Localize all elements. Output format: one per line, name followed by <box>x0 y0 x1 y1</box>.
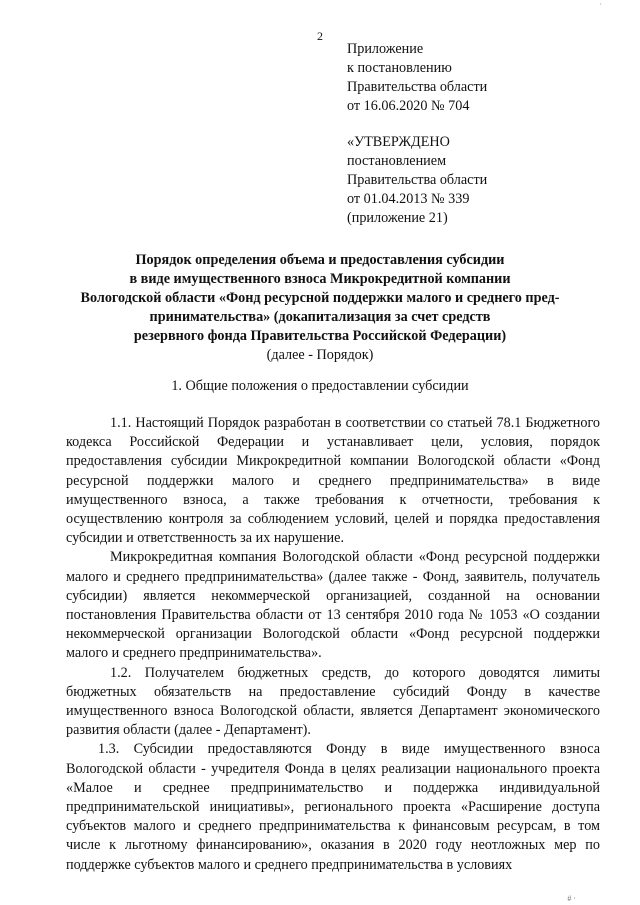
appendix-line: Приложение <box>347 41 424 57</box>
spacer <box>347 116 487 133</box>
paragraph: Микрокредитная компания Вологодской области «Фонд ресурсной поддержки малого и среднего предпринимательства» (далее также - Фонд, заявитель, получатель субсидии) является некоммерческой организацией, созданной на основании постановления Правительства области от 13 сентября 2010 года № 1053 «О создании некоммерческой организации Вологодской области «Фонд ресурсной поддержки малого и среднего предпринимательства». <box>66 549 600 662</box>
approved-line: от 01.04.2013 № 339 <box>347 191 470 207</box>
title-line: Вологодской области «Фонд ресурсной поддержки малого и среднего пред- <box>80 290 560 306</box>
title-line: резервного фонда Правительства Российской Федерации) <box>133 328 507 344</box>
title-line: в виде имущественного взноса Микрокредитной компании <box>129 271 511 287</box>
title-line: Порядок определения объема и предоставления субсидии <box>135 252 505 268</box>
approved-line: (приложение 21) <box>347 210 448 226</box>
paragraph: 1.2. Получателем бюджетных средств, до которого доводятся лимиты бюджетных обязательств на предоставление субсидий Фонду в качестве имущественного взноса Вологодской области, является Департамент экономического развития области (далее - Департамент). <box>66 664 600 739</box>
section-heading: 1. Общие положения о предоставлении субсидии <box>171 378 469 394</box>
document-title <box>20 251 620 365</box>
page-number: 2 <box>317 29 323 43</box>
appendix-line: от 16.06.2020 № 704 <box>347 98 470 114</box>
paragraph: 1.1. Настоящий Порядок разработан в соответствии со статьей 78.1 Бюджетного кодекса Российской Федерации и устанавливает цели, условия, порядок предоставления субсидии Микрокредитной компании Вологодской области «Фонд ресурсной поддержки малого и среднего предпринимательства» в виде имущественного взноса, а также требования к отчетности, требования к осуществлению контроля за соблюдением условий, целей и порядка предоставления субсидии и ответственность за их нарушение. <box>66 415 600 547</box>
approved-line: постановлением <box>347 153 447 169</box>
appendix-line: к постановлению <box>347 60 452 76</box>
approved-line: Правительства области <box>347 172 488 188</box>
title-line: принимательства» (докапитализация за счет средств <box>149 309 491 325</box>
approved-line: «УТВЕРЖДЕНО <box>347 134 450 150</box>
body-text <box>66 414 600 875</box>
approval-block <box>347 40 487 228</box>
corner-mark: · <box>599 0 602 9</box>
footer-mark: # · <box>567 894 576 903</box>
title-note: (далее - Порядок) <box>266 347 374 363</box>
paragraph: 1.3. Субсидии предоставляются Фонду в виде имущественного взноса Вологодской области - учредителя Фонда в целях реализации национального проекта «Малое и среднее предпринимательство и поддержка индивидуальной предпринимательской инициативы», регионального проекта «Расширение доступа субъектов малого и среднего предпринимательства к финансовым ресурсам, в том числе к льготному финансированию», оказания в 2020 году неотложных мер по поддержке субъектов малого и среднего предпринимательства в условиях <box>66 741 600 873</box>
appendix-line: Правительства области <box>347 79 488 95</box>
